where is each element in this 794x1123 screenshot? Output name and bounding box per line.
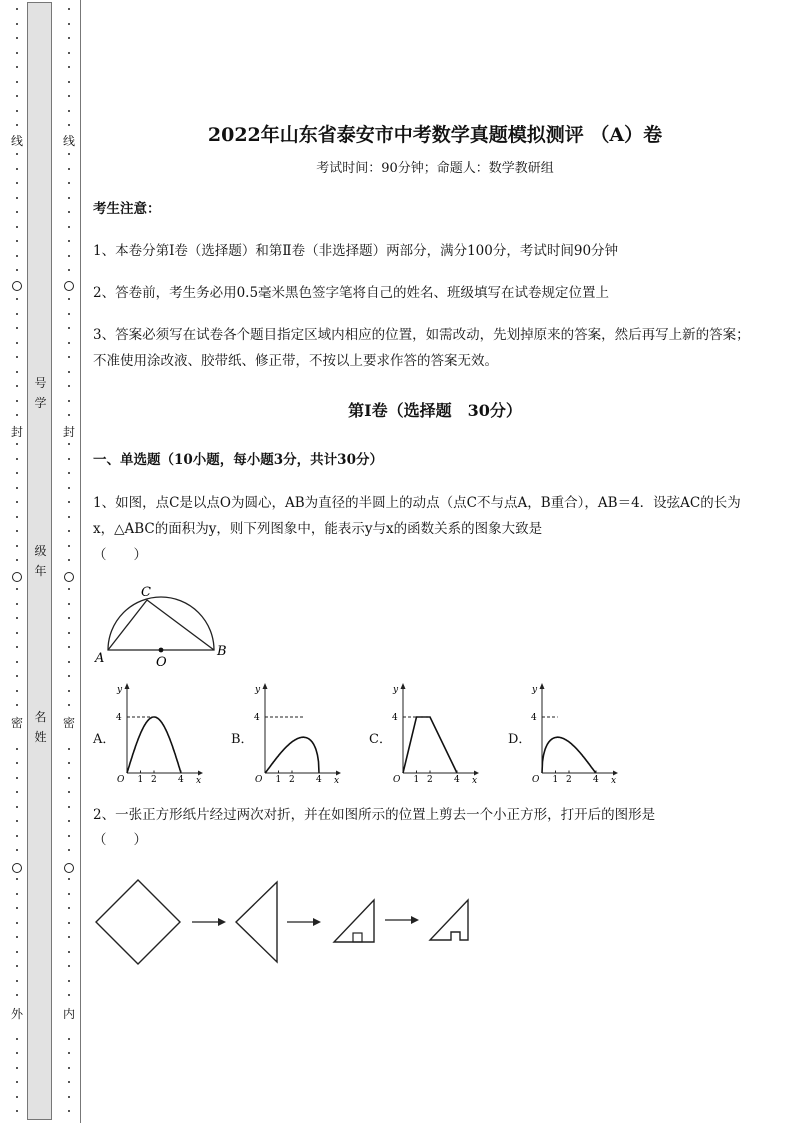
exam-title: 2022年山东省泰安市中考数学真题模拟测评 （A）卷	[207, 124, 663, 146]
semicircle-figure	[90, 580, 240, 670]
notice-item: 2、答卷前，考生务必用0.5毫米黑色签字笔将自己的姓名、班级填写在试卷规定位置上	[93, 285, 610, 301]
binding-dot	[16, 690, 18, 692]
binding-dot	[16, 240, 18, 242]
binding-dot	[16, 356, 18, 358]
cut-triangle	[430, 900, 468, 940]
binding-dot	[68, 791, 70, 793]
binding-dot	[68, 95, 70, 97]
binding-char-mi-outer: 密	[10, 716, 23, 730]
center-point	[159, 648, 164, 653]
binding-dot	[16, 414, 18, 416]
binding-dot	[68, 806, 70, 808]
binding-circle	[12, 281, 22, 291]
x-axis-arrow	[474, 771, 479, 776]
binding-dot	[16, 342, 18, 344]
binding-dot	[16, 385, 18, 387]
binding-dot	[68, 298, 70, 300]
binding-dot	[16, 168, 18, 170]
binding-dot	[68, 907, 70, 909]
binding-dot	[16, 487, 18, 489]
binding-dot	[16, 153, 18, 155]
question-2-bracket: （ ）	[93, 832, 147, 848]
binding-dot	[16, 646, 18, 648]
margin-divider	[80, 0, 81, 1123]
binding-dot	[16, 849, 18, 851]
binding-dot	[68, 124, 70, 126]
x-axis-arrow	[613, 771, 618, 776]
square-paper	[96, 880, 180, 964]
binding-dot	[68, 371, 70, 373]
y-axis-arrow	[401, 683, 406, 689]
binding-dot	[16, 255, 18, 257]
binding-dot	[16, 197, 18, 199]
binding-char-feng-inner: 封	[62, 425, 75, 439]
binding-dot	[16, 211, 18, 213]
arrow-2-head	[313, 918, 321, 926]
binding-dot	[16, 516, 18, 518]
binding-dot	[68, 81, 70, 83]
question-1-text: 1、如图，点C是以点O为圆心，AB为直径的半圆上的动点（点C不与点A，B重合），AB＝4．设弦AC的长为x，△ABC的面积为y，则下列图象中，能表示y与x的函数关系的图象大致是	[93, 495, 741, 537]
binding-dot	[16, 1081, 18, 1083]
binding-dot	[68, 255, 70, 257]
binding-dot	[68, 980, 70, 982]
binding-dot	[68, 472, 70, 474]
binding-dot	[68, 1052, 70, 1054]
option-d-graph	[527, 680, 622, 785]
binding-dot	[16, 748, 18, 750]
binding-dot	[16, 806, 18, 808]
binding-dot	[68, 342, 70, 344]
option-c-label: C．	[369, 732, 392, 747]
binding-circle	[12, 572, 22, 582]
origin-label: O	[532, 775, 540, 785]
arrow-1-head	[218, 918, 226, 926]
binding-dot	[16, 965, 18, 967]
binding-dot	[16, 603, 18, 605]
binding-dot	[16, 530, 18, 532]
x-tick-label: 4	[316, 775, 322, 785]
y-axis-arrow	[263, 683, 268, 689]
binding-dot	[68, 501, 70, 503]
binding-dot	[68, 588, 70, 590]
binding-dot	[16, 37, 18, 39]
binding-dot	[68, 385, 70, 387]
cut-square-mark	[353, 933, 362, 942]
graph-curve	[403, 717, 457, 773]
x-tick-label: 1	[552, 775, 559, 785]
binding-dot	[16, 835, 18, 837]
binding-dot	[16, 23, 18, 25]
binding-dot	[68, 704, 70, 706]
binding-char-mi-inner: 密	[62, 716, 75, 730]
binding-dot	[68, 936, 70, 938]
binding-dot	[16, 400, 18, 402]
graph-curve	[542, 737, 596, 773]
binding-dot	[16, 501, 18, 503]
binding-char-nei: 内	[62, 1007, 75, 1021]
binding-dot	[68, 516, 70, 518]
x-axis-label: x	[472, 776, 478, 785]
binding-char-xian-outer: 线	[10, 134, 23, 148]
binding-dot	[68, 820, 70, 822]
field-label-xue: 学	[34, 396, 47, 410]
binding-dot	[16, 226, 18, 228]
binding-dot	[68, 356, 70, 358]
notice-item: 3、答案必须写在试卷各个题目指定区域内相应的位置，如需改动，先划掉原来的答案，然后再写上新的答案；不准使用涂改液、胶带纸、修正带，不按以上要求作答的答案无效。	[93, 327, 750, 369]
notice-item: 1、本卷分第I卷（选择题）和第Ⅱ卷（非选择题）两部分，满分100分，考试时间90分钟	[93, 243, 619, 259]
binding-dot	[16, 472, 18, 474]
x-tick-label: 1	[137, 775, 144, 785]
graph-curve	[265, 737, 319, 773]
x-axis-label: x	[196, 776, 202, 785]
y-axis-label: y	[255, 685, 261, 695]
binding-dot	[16, 458, 18, 460]
x-axis-label: x	[334, 776, 340, 785]
binding-circle	[64, 572, 74, 582]
binding-dot	[16, 110, 18, 112]
exam-subtitle: 考试时间：90分钟；命题人：数学教研组	[316, 161, 554, 176]
field-label-nian: 年	[34, 564, 47, 578]
binding-dot	[16, 820, 18, 822]
part-heading: 一、单选题（10小题，每小题3分，共计30分）	[93, 452, 383, 468]
binding-dot	[68, 617, 70, 619]
binding-dot	[16, 661, 18, 663]
binding-dot	[16, 893, 18, 895]
x-tick-label: 4	[178, 775, 184, 785]
origin-label: O	[255, 775, 263, 785]
arrow-3-head	[411, 916, 419, 924]
origin-label: O	[117, 775, 125, 785]
x-tick-label: 2	[566, 775, 572, 785]
binding-dot	[68, 1096, 70, 1098]
y-tick-label: 4	[392, 713, 398, 723]
x-tick-label: 1	[275, 775, 282, 785]
binding-dot	[16, 632, 18, 634]
question-2-text: 2、一张正方形纸片经过两次对折，并在如图所示的位置上剪去一个小正方形，打开后的图形是	[93, 807, 656, 823]
binding-dot	[68, 211, 70, 213]
binding-dot	[68, 675, 70, 677]
binding-dot	[68, 632, 70, 634]
x-tick-label: 4	[454, 775, 460, 785]
binding-dot	[16, 1067, 18, 1069]
binding-dot	[68, 965, 70, 967]
question-1-bracket: （ ）	[93, 547, 147, 563]
binding-dot	[16, 588, 18, 590]
binding-dot	[68, 197, 70, 199]
binding-dot	[68, 182, 70, 184]
notice-heading: 考生注意：	[93, 201, 161, 217]
binding-dot	[16, 559, 18, 561]
folded-triangle	[236, 882, 277, 962]
y-axis-label: y	[393, 685, 399, 695]
binding-dot	[68, 8, 70, 10]
field-label-hao: 号	[34, 376, 47, 390]
binding-dot	[16, 298, 18, 300]
binding-dot	[68, 835, 70, 837]
option-a-graph	[112, 680, 207, 785]
field-label-xing: 姓	[34, 730, 47, 744]
section-title: 第Ⅰ卷（选择题 30分）	[348, 401, 522, 420]
binding-dot	[68, 66, 70, 68]
y-tick-label: 4	[531, 713, 537, 723]
x-tick-label: 2	[427, 775, 433, 785]
binding-dot	[68, 110, 70, 112]
binding-dot	[68, 1081, 70, 1083]
option-a-label: A．	[93, 732, 116, 747]
x-axis-label: x	[611, 776, 617, 785]
binding-dot	[68, 646, 70, 648]
y-axis-arrow	[125, 683, 130, 689]
binding-dot	[68, 1067, 70, 1069]
binding-dot	[68, 52, 70, 54]
binding-dot	[16, 951, 18, 953]
binding-dot	[16, 124, 18, 126]
y-tick-label: 4	[254, 713, 260, 723]
x-tick-label: 2	[151, 775, 157, 785]
binding-dot	[16, 1096, 18, 1098]
binding-dot	[68, 1038, 70, 1040]
field-label-ming: 名	[34, 710, 47, 724]
binding-dot	[16, 81, 18, 83]
binding-dot	[16, 936, 18, 938]
binding-char-xian-inner: 线	[62, 134, 75, 148]
binding-dot	[68, 487, 70, 489]
binding-dot	[68, 530, 70, 532]
binding-dot	[68, 690, 70, 692]
binding-dot	[16, 313, 18, 315]
folding-diagram	[92, 876, 482, 968]
binding-dot	[16, 777, 18, 779]
binding-dot	[68, 240, 70, 242]
binding-dot	[16, 878, 18, 880]
binding-dot	[16, 269, 18, 271]
binding-dot	[68, 994, 70, 996]
option-b-label: B．	[231, 732, 254, 747]
binding-circle	[64, 863, 74, 873]
binding-dot	[68, 777, 70, 779]
binding-char-wai: 外	[10, 1007, 23, 1021]
binding-dot	[16, 994, 18, 996]
x-tick-label: 4	[593, 775, 599, 785]
option-c-graph	[388, 680, 483, 785]
binding-dot	[16, 675, 18, 677]
binding-dot	[68, 545, 70, 547]
binding-dot	[68, 226, 70, 228]
binding-dot	[68, 762, 70, 764]
binding-dot	[68, 951, 70, 953]
binding-dot	[68, 458, 70, 460]
label-c: C	[141, 585, 151, 600]
y-axis-label: y	[117, 685, 123, 695]
binding-dot	[68, 327, 70, 329]
binding-dot	[16, 762, 18, 764]
y-axis-label: y	[532, 685, 538, 695]
option-b-graph	[250, 680, 345, 785]
field-label-ji: 级	[34, 544, 47, 558]
quarter-triangle	[334, 900, 374, 942]
binding-dot	[16, 907, 18, 909]
binding-dot	[16, 182, 18, 184]
origin-label: O	[393, 775, 401, 785]
binding-circle	[64, 281, 74, 291]
binding-dot	[16, 95, 18, 97]
binding-dot	[16, 1052, 18, 1054]
binding-dot	[68, 153, 70, 155]
binding-dot	[68, 1110, 70, 1112]
label-a: A	[95, 651, 105, 666]
x-tick-label: 2	[289, 775, 295, 785]
binding-dot	[68, 922, 70, 924]
y-axis-arrow	[540, 683, 545, 689]
binding-dot	[16, 52, 18, 54]
option-d-label: D．	[508, 732, 532, 747]
binding-circle	[12, 863, 22, 873]
binding-dot	[68, 168, 70, 170]
binding-dot	[16, 704, 18, 706]
binding-dot	[68, 414, 70, 416]
triangle-acb	[108, 600, 214, 650]
binding-dot	[68, 748, 70, 750]
student-info-strip	[27, 2, 52, 1120]
binding-dot	[16, 1038, 18, 1040]
binding-dot	[16, 8, 18, 10]
binding-dot	[16, 791, 18, 793]
binding-dot	[16, 327, 18, 329]
binding-dot	[68, 400, 70, 402]
binding-dot	[16, 617, 18, 619]
x-tick-label: 1	[413, 775, 420, 785]
binding-dot	[68, 23, 70, 25]
binding-dot	[16, 922, 18, 924]
binding-dot	[68, 661, 70, 663]
label-b: B	[217, 644, 227, 659]
graph-curve	[127, 717, 181, 773]
binding-dot	[16, 545, 18, 547]
binding-dot	[16, 443, 18, 445]
binding-char-feng-outer: 封	[10, 425, 23, 439]
binding-dot	[68, 313, 70, 315]
binding-dot	[68, 603, 70, 605]
x-axis-arrow	[336, 771, 341, 776]
binding-dot	[16, 980, 18, 982]
semicircle-arc	[108, 597, 214, 650]
binding-dot	[68, 559, 70, 561]
label-o: O	[156, 655, 167, 670]
binding-dot	[68, 443, 70, 445]
binding-dot	[68, 893, 70, 895]
binding-dot	[68, 37, 70, 39]
y-tick-label: 4	[116, 713, 122, 723]
binding-dot	[16, 66, 18, 68]
binding-dot	[68, 269, 70, 271]
binding-dot	[16, 1110, 18, 1112]
binding-dot	[68, 849, 70, 851]
binding-dot	[68, 878, 70, 880]
x-axis-arrow	[198, 771, 203, 776]
binding-dot	[16, 371, 18, 373]
